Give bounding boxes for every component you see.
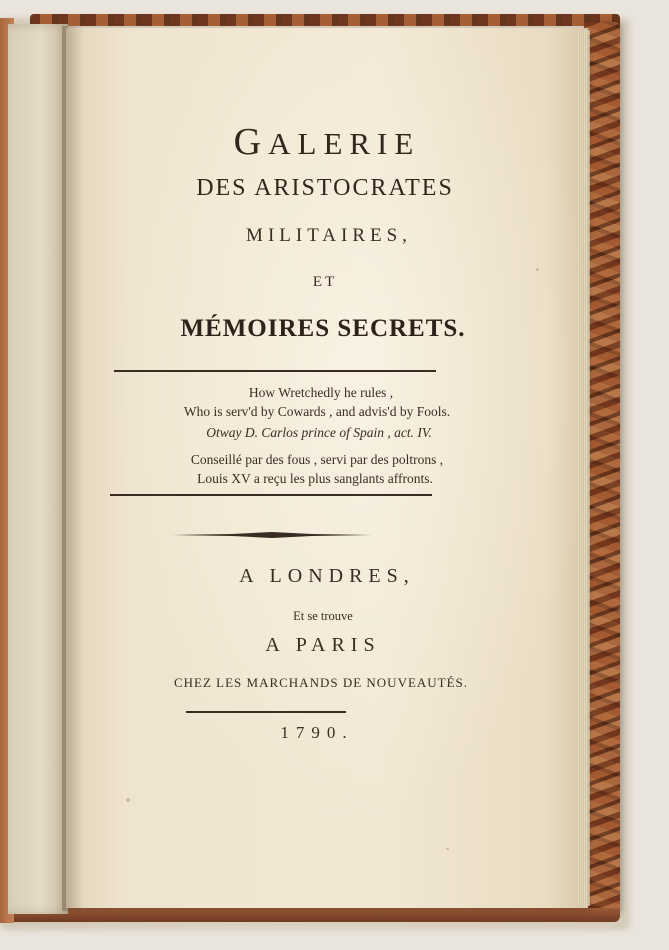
page-gutter xyxy=(62,26,84,911)
epigraph-line: Who is serv'd by Cowards , and advis'd by Fools. xyxy=(183,404,451,419)
foxing-spot xyxy=(536,268,539,271)
title-page xyxy=(66,28,588,908)
epigraph-line: How Wretchedly he rules , xyxy=(248,385,394,400)
cover-bottom-edge xyxy=(0,908,620,922)
imprint-city-london: A LONDRES, xyxy=(239,565,415,587)
rule-year xyxy=(186,711,346,713)
imprint-sellers: CHEZ LES MARCHANDS DE NOUVEAUTÉS. xyxy=(173,675,469,690)
title-line-galerie xyxy=(66,120,588,164)
foxing-spot xyxy=(446,848,449,850)
rule-top xyxy=(114,370,436,372)
page-edges xyxy=(578,30,590,906)
ornamental-rule xyxy=(172,531,372,539)
rule-bottom xyxy=(110,494,432,496)
title-line-memoires: MÉMOIRES SECRETS. xyxy=(180,315,466,342)
epigraph-attribution: Otway D. Carlos prince of Spain , act. IV. xyxy=(206,425,432,440)
title-line-aristocrates: DES ARISTOCRATES xyxy=(196,175,454,201)
imprint-connector: Et se trouve xyxy=(293,609,353,623)
marbled-cover-top xyxy=(30,14,620,26)
title-galerie-rest: ALERIE xyxy=(268,126,421,161)
epigraph-line: Louis XV a reçu les plus sanglants affronts. xyxy=(197,471,433,486)
imprint-city-paris: A PARIS xyxy=(265,634,381,656)
drop-initial: G xyxy=(233,121,269,163)
imprint-year: 1790. xyxy=(280,723,354,742)
epigraph-line: Conseillé par des fous , servi par des poltrons , xyxy=(190,452,444,467)
foxing-spot xyxy=(126,798,130,802)
title-line-militaires: MILITAIRES, xyxy=(246,225,412,246)
title-conjunction: ET xyxy=(312,274,338,290)
